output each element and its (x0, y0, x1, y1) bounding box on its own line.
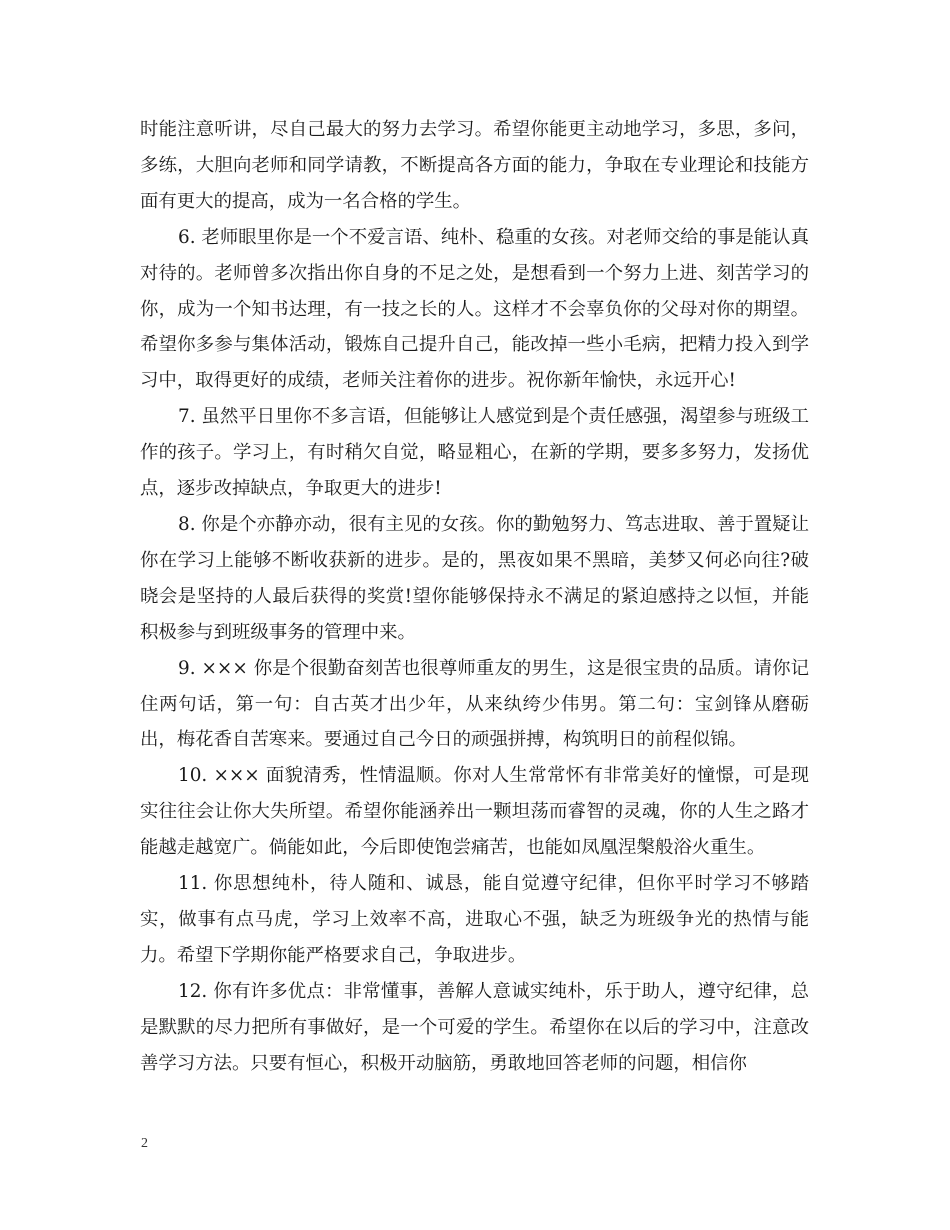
page-number: 2 (141, 1136, 148, 1151)
paragraph-comment-12: 12. 你有许多优点：非常懂事，善解人意诚实纯朴，乐于助人，遵守纪律，总是默默的尽力把所有事做好，是一个可爱的学生。希望你在以后的学习中，注意改善学习方法。只要有恒心，积极开动脑筋，勇敢地回答老师的问题，相信你 (140, 980, 809, 1074)
paragraph-comment-8: 8. 你是个亦静亦动，很有主见的女孩。你的勤勉努力、笃志进取、善于置疑让你在学习上能够不断收获新的进步。是的，黑夜如果不黑暗，美梦又何必向往?破晓会是坚持的人最后获得的奖赏!望你能够保持永不满足的紧迫感持之以恒，并能积极参与到班级事务的管理中来。 (140, 513, 809, 643)
paragraph-comment-11: 11. 你思想纯朴，待人随和、诚恳，能自觉遵守纪律，但你平时学习不够踏实，做事有点马虎，学习上效率不高，进取心不强，缺乏为班级争光的热情与能力。希望下学期你能严格要求自己，争取进步。 (140, 873, 809, 966)
paragraph-comment-6: 6. 老师眼里你是一个不爱言语、纯朴、稳重的女孩。对老师交给的事是能认真对待的。老师曾多次指出你自身的不足之处，是想看到一个努力上进、刻苦学习的你，成为一个知书达理，有一技之长的人。这样才不会辜负你的父母对你的期望。希望你多参与集体活动，锻炼自己提升自己，能改掉一些小毛病，把精力投入到学习中，取得更好的成绩，老师关注着你的进步。祝你新年愉快，永远开心! (140, 226, 809, 392)
document-body (140, 112, 809, 1081)
paragraph-comment-9: 9. ××× 你是个很勤奋刻苦也很尊师重友的男生，这是很宝贵的品质。请你记住两句话，第一句：自古英才出少年，从来纨绔少伟男。第二句：宝剑锋从磨砺出，梅花香自苦寒来。要通过自己今日的顽强拼搏，构筑明日的前程似锦。 (140, 657, 809, 751)
paragraph-comment-10: 10. ××× 面貌清秀，性情温顺。你对人生常常怀有非常美好的憧憬，可是现实往往会让你大失所望。希望你能涵养出一颗坦荡而睿智的灵魂，你的人生之路才能越走越宽广。倘能如此，今后即使饱尝痛苦，也能如凤凰涅槃般浴火重生。 (140, 765, 809, 859)
paragraph-comment-7: 7. 虽然平日里你不多言语，但能够让人感觉到是个责任感强，渴望参与班级工作的孩子。学习上，有时稍欠自觉，略显粗心，在新的学期，要多多努力，发扬优点，逐步改掉缺点，争取更大的进步! (140, 406, 809, 500)
paragraph-continued: 时能注意听讲，尽自己最大的努力去学习。希望你能更主动地学习，多思，多问，多练，大胆向老师和同学请教，不断提高各方面的能力，争取在专业理论和技能方面有更大的提高，成为一名合格的学生。 (140, 119, 809, 212)
